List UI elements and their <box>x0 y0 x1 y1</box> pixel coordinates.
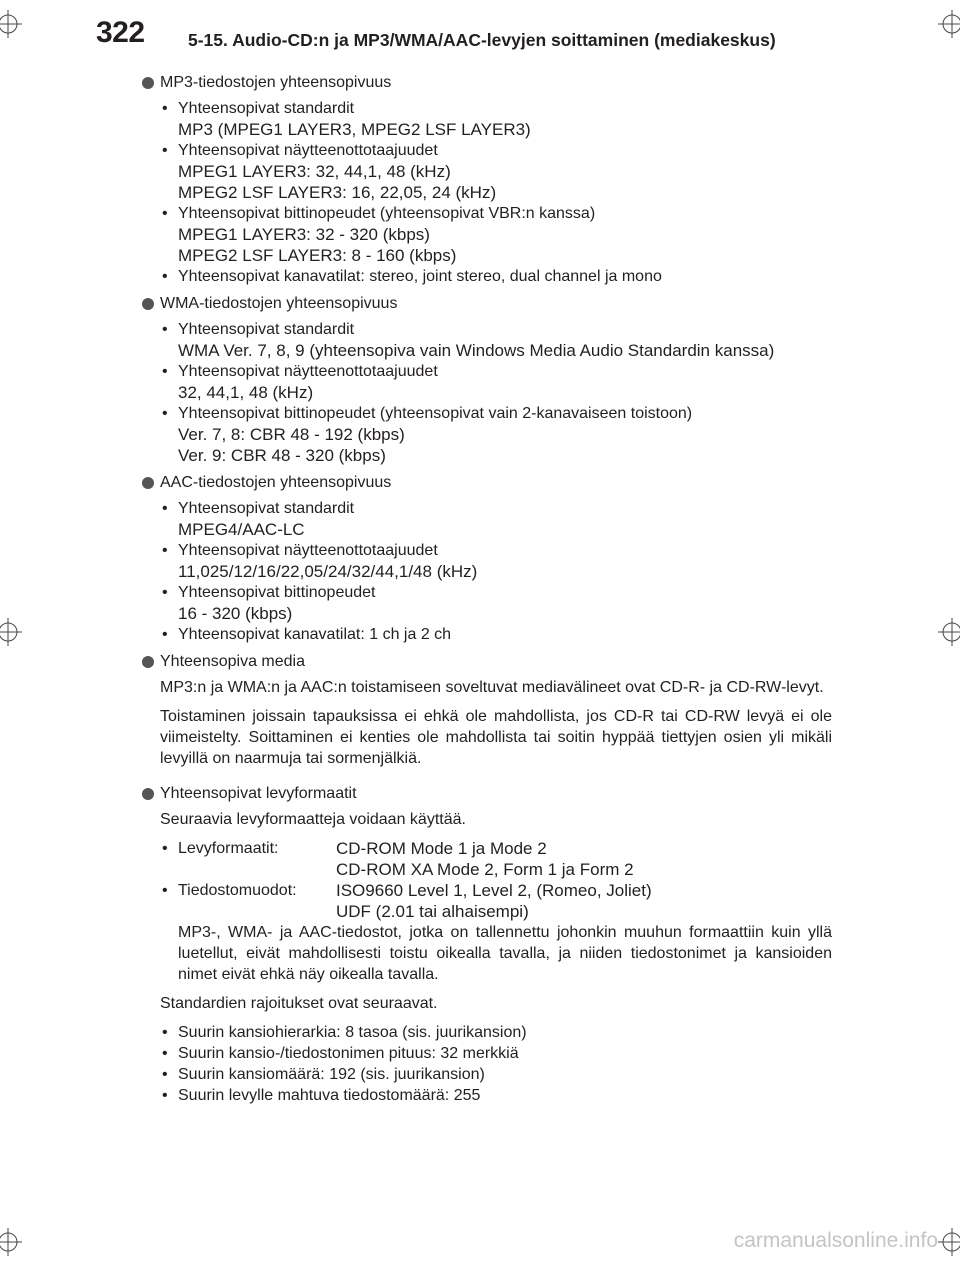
item-label: Yhteensopivat näytteenottotaajuudet <box>178 142 438 159</box>
section-title: WMA-tiedostojen yhteensopivuus <box>160 295 398 312</box>
registration-mark-mid-right-icon <box>938 618 960 646</box>
list-bullet: • <box>162 363 168 380</box>
item-label: Yhteensopivat standardit <box>178 321 355 338</box>
list-item <box>160 98 832 140</box>
section-bullet-icon <box>142 656 154 668</box>
item-value: MPEG1 LAYER3: 32 - 320 (kbps) <box>178 225 430 244</box>
item-value: Ver. 9: CBR 48 - 320 (kbps) <box>178 446 386 465</box>
list-item <box>160 140 832 203</box>
watermark: carmanualsonline.info <box>733 1229 938 1252</box>
registration-mark-mid-left-icon <box>0 618 22 646</box>
section-bullet-icon <box>142 788 154 800</box>
section-heading <box>142 783 832 804</box>
section-heading <box>142 472 832 493</box>
list-bullet: • <box>162 142 168 159</box>
paragraph: MP3-, WMA- ja AAC-tiedostot, jotka on tallennettu johonkin muuhun formaattiin kuin yllä luetellut, eivät mahdollisesti toistu oikealla tavalla, ja niiden tiedostonimet ja kansioiden nimet eivät ehkä näy oikealla tavalla. <box>178 924 832 983</box>
list-bullet: • <box>162 626 168 643</box>
list-item <box>160 1043 832 1064</box>
item-label: Yhteensopivat näytteenottotaajuudet <box>178 542 438 559</box>
item-value: CD-ROM XA Mode 2, Form 1 ja Form 2 <box>336 860 634 879</box>
list-item <box>160 1064 832 1085</box>
paragraph: Toistaminen joissain tapauksissa ei ehkä ole mahdollista, jos CD-R tai CD-RW levyä ei ole viimeistelty. Soittaminen ei kenties ole mahdollista tai soitin hyppää tiettyjen osien yli mikäli levyillä on naarmuja tai sormenjälkiä. <box>160 708 832 767</box>
list-bullet: • <box>162 268 168 285</box>
item-label: Yhteensopivat kanavatilat: 1 ch ja 2 ch <box>178 626 452 643</box>
registration-mark-top-left-icon <box>0 10 22 38</box>
item-value: 16 - 320 (kbps) <box>178 604 293 623</box>
item-label: Levyformaatit: <box>178 840 279 857</box>
item-label: Suurin kansio-/tiedostonimen pituus: 32 merkkiä <box>178 1045 519 1062</box>
section-formats <box>142 783 832 1106</box>
registration-mark-bottom-right-icon <box>938 1228 960 1256</box>
list-bullet: • <box>162 100 168 117</box>
item-value: CD-ROM Mode 1 ja Mode 2 <box>336 839 547 858</box>
list-item <box>160 403 832 466</box>
list-bullet: • <box>162 1045 168 1062</box>
list-item <box>160 838 832 880</box>
item-value: 11,025/12/16/22,05/24/32/44,1/48 (kHz) <box>178 562 478 581</box>
section-heading <box>142 72 832 93</box>
item-value: MPEG2 LSF LAYER3: 8 - 160 (kbps) <box>178 246 457 265</box>
list-bullet: • <box>162 1024 168 1041</box>
item-label: Yhteensopivat bittinopeudet <box>178 584 376 601</box>
item-label: Yhteensopivat standardit <box>178 500 355 517</box>
item-label: Yhteensopivat näytteenottotaajuudet <box>178 363 438 380</box>
item-label: Tiedostomuodot: <box>178 882 297 899</box>
section-heading <box>142 293 832 314</box>
registration-mark-top-right-icon <box>938 10 960 38</box>
list-item <box>160 540 832 582</box>
section-title: Yhteensopivat levyformaatit <box>160 785 357 802</box>
item-label: Suurin kansiomäärä: 192 (sis. juurikansion) <box>178 1066 485 1083</box>
list-item <box>160 624 832 645</box>
section-aac <box>142 472 832 645</box>
item-value: ISO9660 Level 1, Level 2, (Romeo, Joliet) <box>336 881 652 900</box>
section-wma <box>142 293 832 466</box>
list-item <box>160 319 832 361</box>
item-label: Yhteensopivat bittinopeudet (yhteensopivat vain 2-kanavaiseen toistoon) <box>178 405 693 422</box>
item-label: Yhteensopivat standardit <box>178 100 355 117</box>
page-content <box>142 72 832 1106</box>
list-bullet: • <box>162 205 168 222</box>
list-item <box>160 498 832 540</box>
section-media <box>142 651 832 769</box>
item-label: Suurin levylle mahtuva tiedostomäärä: 255 <box>178 1087 481 1104</box>
item-value: WMA Ver. 7, 8, 9 (yhteensopiva vain Windows Media Audio Standardin kanssa) <box>178 341 775 360</box>
item-value: Ver. 7, 8: CBR 48 - 192 (kbps) <box>178 425 405 444</box>
section-title: Yhteensopiva media <box>160 653 305 670</box>
section-mp3 <box>142 72 832 287</box>
item-value: 32, 44,1, 48 (kHz) <box>178 383 314 402</box>
section-title: MP3-tiedostojen yhteensopivuus <box>160 74 392 91</box>
section-heading <box>142 651 832 672</box>
page-header-title: 5-15. Audio-CD:n ja MP3/WMA/AAC-levyjen soittaminen (mediakeskus) <box>188 30 776 50</box>
limits-list <box>142 1022 832 1106</box>
list-item <box>160 203 832 266</box>
list-item <box>160 880 832 922</box>
list-item <box>160 266 832 287</box>
item-value: MP3 (MPEG1 LAYER3, MPEG2 LSF LAYER3) <box>178 120 531 139</box>
list-bullet: • <box>162 840 168 857</box>
list-bullet: • <box>162 405 168 422</box>
section-bullet-icon <box>142 77 154 89</box>
item-value: MPEG2 LSF LAYER3: 16, 22,05, 24 (kHz) <box>178 183 497 202</box>
item-value: UDF (2.01 tai alhaisempi) <box>336 902 529 921</box>
item-value: MPEG4/AAC-LC <box>178 520 305 539</box>
item-value: MPEG1 LAYER3: 32, 44,1, 48 (kHz) <box>178 162 451 181</box>
list-bullet: • <box>162 542 168 559</box>
paragraph: MP3:n ja WMA:n ja AAC:n toistamiseen soveltuvat mediavälineet ovat CD-R- ja CD-RW-levyt. <box>160 679 824 696</box>
item-label: Suurin kansiohierarkia: 8 tasoa (sis. juurikansion) <box>178 1024 527 1041</box>
section-title: AAC-tiedostojen yhteensopivuus <box>160 474 392 491</box>
list-bullet: • <box>162 1087 168 1104</box>
paragraph: Seuraavia levyformaatteja voidaan käyttää. <box>160 811 466 828</box>
list-bullet: • <box>162 882 168 899</box>
item-label: Yhteensopivat kanavatilat: stereo, joint stereo, dual channel ja mono <box>178 268 662 285</box>
list-item <box>160 1085 832 1106</box>
list-bullet: • <box>162 500 168 517</box>
item-label: Yhteensopivat bittinopeudet (yhteensopivat VBR:n kanssa) <box>178 205 596 222</box>
paragraph: Standardien rajoitukset ovat seuraavat. <box>160 995 438 1012</box>
registration-mark-bottom-left-icon <box>0 1228 22 1256</box>
list-bullet: • <box>162 1066 168 1083</box>
list-bullet: • <box>162 321 168 338</box>
section-bullet-icon <box>142 477 154 489</box>
list-item <box>160 361 832 403</box>
section-bullet-icon <box>142 298 154 310</box>
list-bullet: • <box>162 584 168 601</box>
page-number: 322 <box>96 16 145 49</box>
list-item <box>160 582 832 624</box>
list-item <box>160 1022 832 1043</box>
